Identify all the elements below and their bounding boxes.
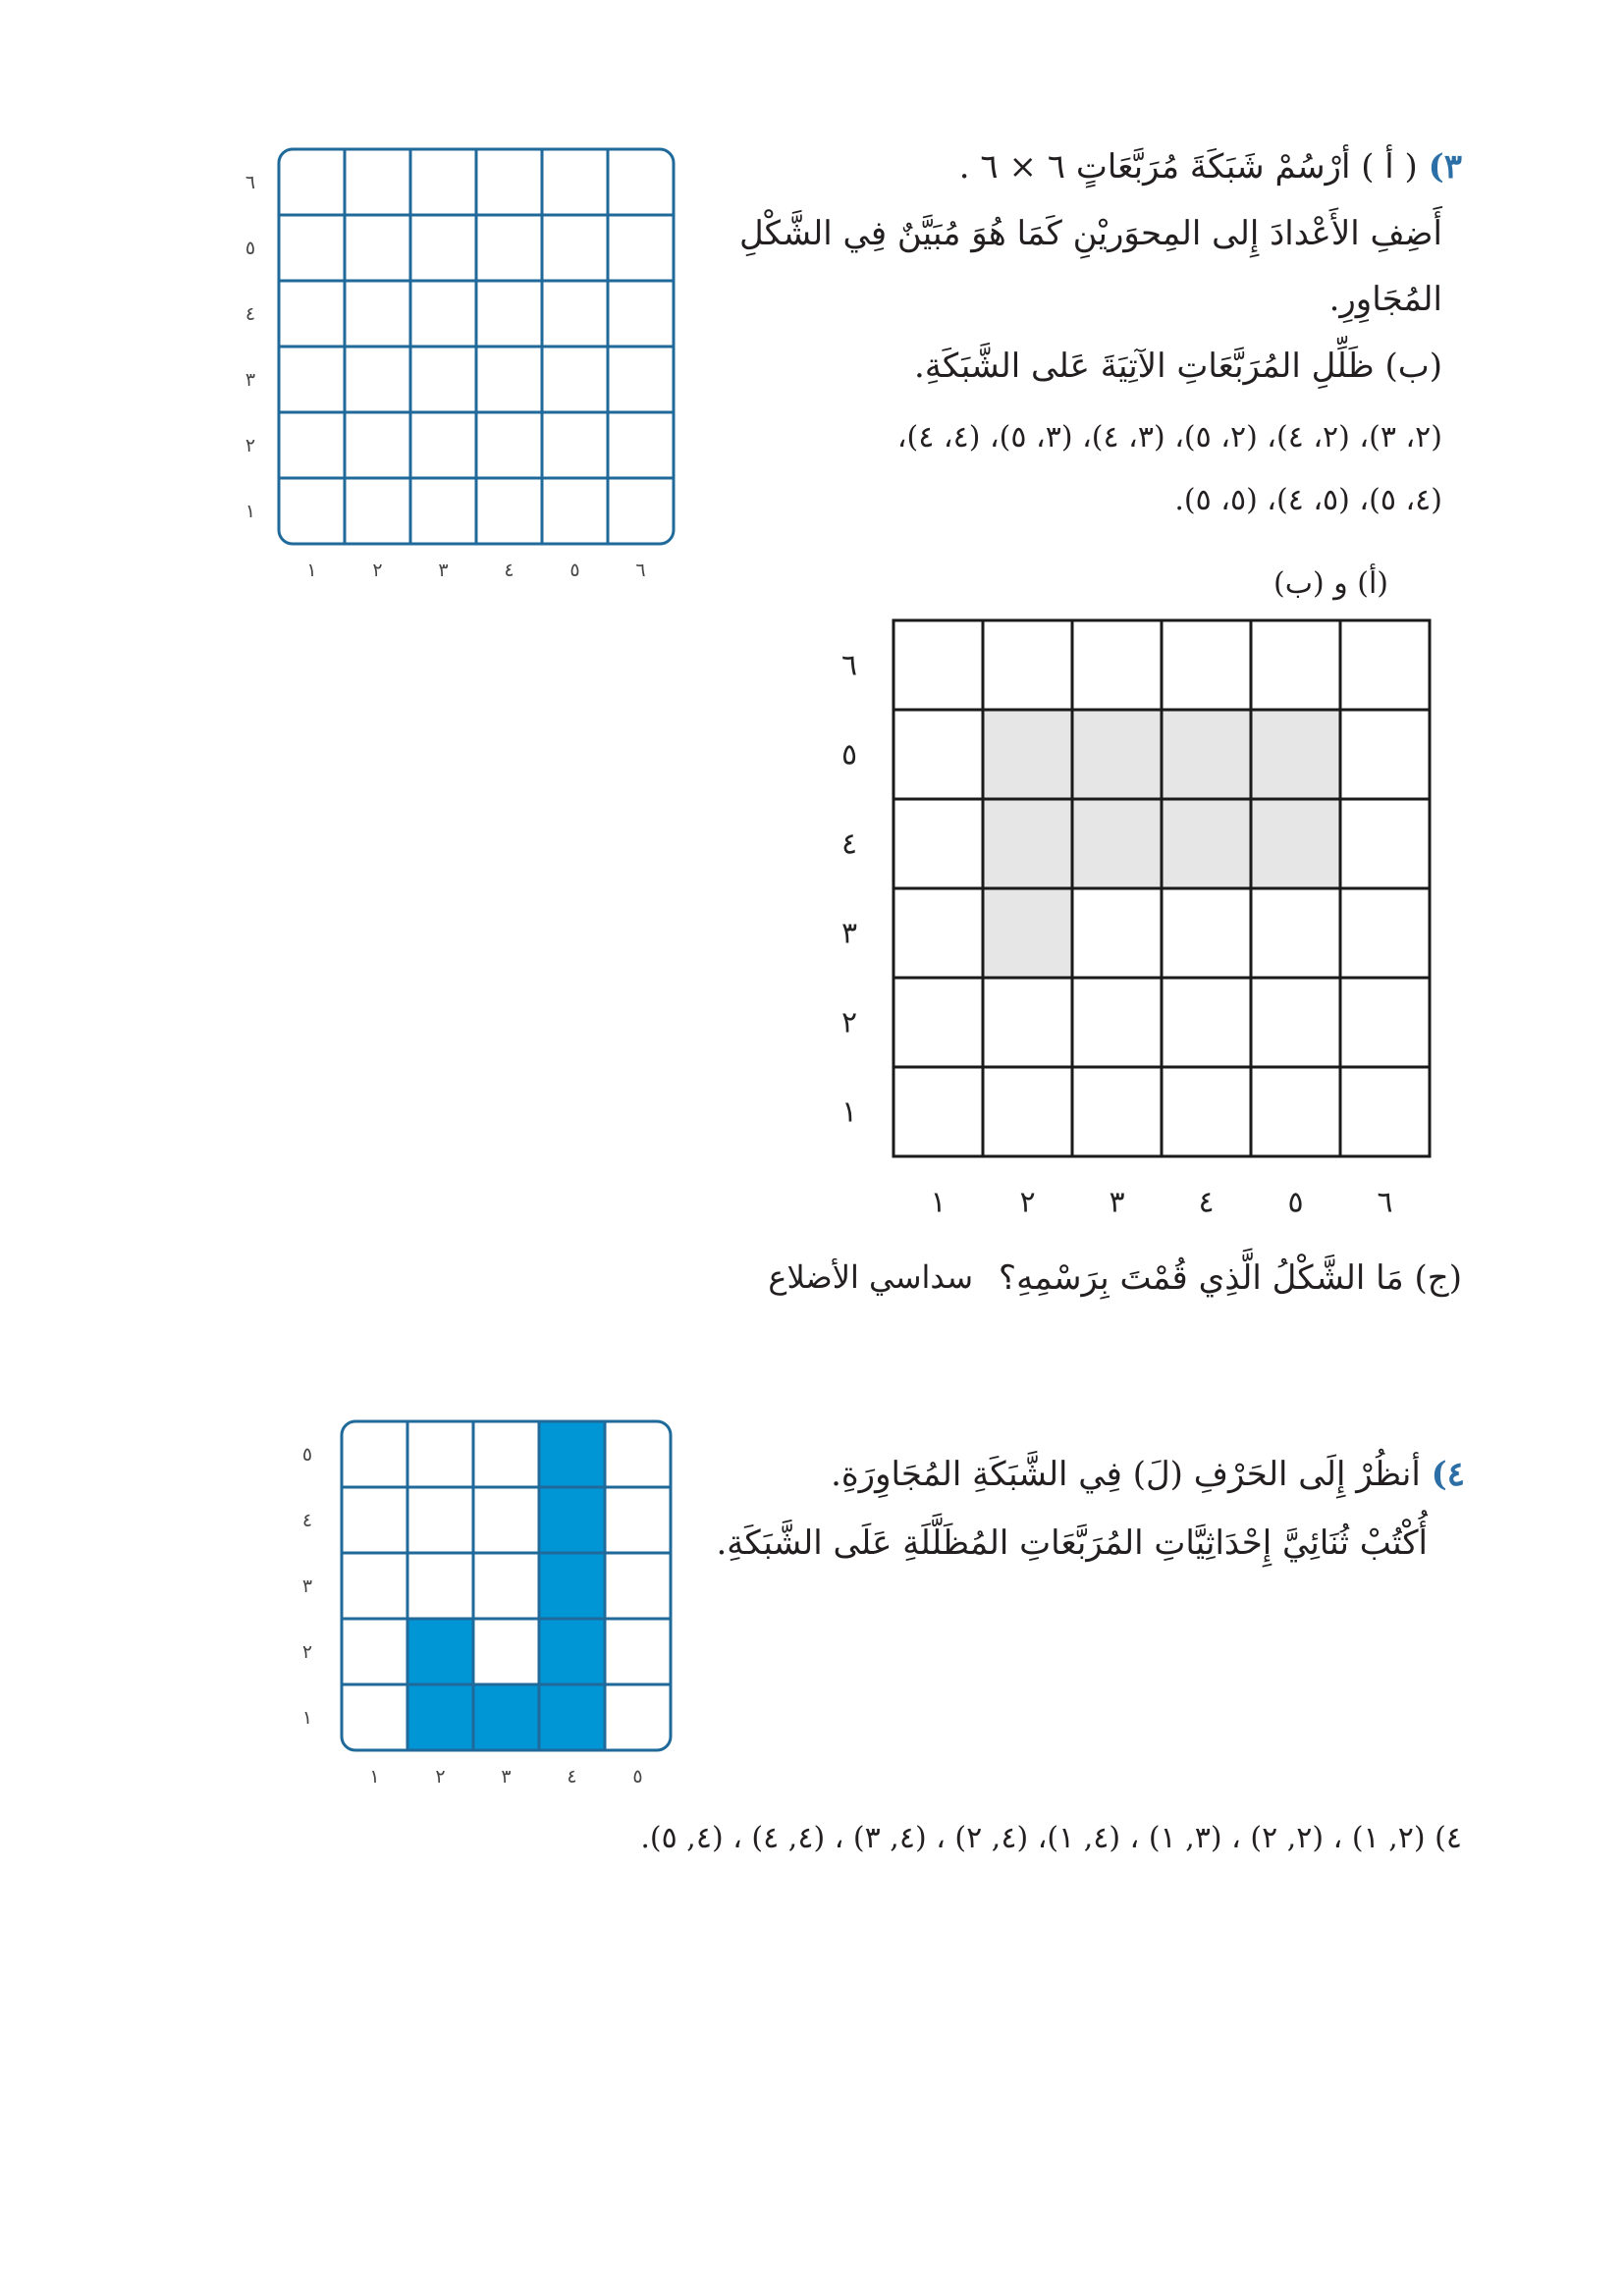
ref-grid-y-label: ٣	[244, 368, 256, 391]
answer-grid-y-label: ٦	[840, 648, 858, 682]
answer-grid-x-label: ٦	[1377, 1185, 1393, 1220]
answer-grid-y-label: ٥	[840, 737, 858, 772]
q4-grid-shaded-cell	[473, 1684, 539, 1750]
q4-grid-shaded-cell	[539, 1684, 605, 1750]
q4-grid-y-label: ٥	[301, 1443, 313, 1466]
q4-grid-y-label: ٤	[301, 1509, 313, 1531]
q4-line1-text: أنظُرْ إِلَى الحَرْفِ (لَ) فِي الشَّبَكَةِ المُجَاوِرَةِ.	[831, 1455, 1421, 1494]
q3-coords-line2: (٤، ٥)، (٥، ٤)، (٥، ٥).	[1174, 483, 1442, 517]
q4-number: ٤)	[1431, 1455, 1465, 1494]
q3-b-line: (ب) ظَلِّلِ المُرَبَّعَاتِ الآتِيَةَ عَلى الشَّبَكَةِ.	[914, 347, 1442, 386]
q3-ab-label: (أ) و (ب)	[1273, 566, 1388, 601]
q4-grid-x-label: ١	[369, 1766, 380, 1788]
ref-grid-y-label: ٦	[244, 171, 256, 193]
ref-grid-y-label: ٤	[244, 302, 256, 325]
q3-a-line2: أَضِفِ الأَعْدادَ إِلى المِحوَريْنِ كَمَا هُوَ مُبَيَّنٌ فِي الشَّكْلِ	[739, 214, 1442, 253]
q4-grid-y-label: ٣	[301, 1575, 313, 1597]
q3-a-text: ( أ ) أرْسُمْ شَبَكَةَ مُرَبَّعَاتٍ ٦ × ٦ .	[958, 147, 1418, 187]
answer-grid-x-label: ٥	[1287, 1185, 1304, 1220]
ref-grid-x-label: ٢	[372, 560, 383, 581]
q3-c-question: (ج) مَا الشَّكْلُ الَّذِي قُمْتَ بِرَسْمِهِ؟	[999, 1258, 1462, 1298]
answer-grid-x-label: ١	[930, 1185, 947, 1220]
q4-grid-shaded-cell	[407, 1684, 473, 1750]
q4-grid-shaded-cell	[539, 1487, 605, 1553]
ref-grid-x-label: ١	[306, 560, 317, 581]
q3-number: ٣)	[1428, 147, 1462, 187]
q4-grid-shaded-cell	[539, 1619, 605, 1684]
answer-grid-y-label: ٤	[840, 827, 858, 861]
q4-grid-shaded-cell	[539, 1421, 605, 1487]
q4-grid-shaded-cell	[407, 1619, 473, 1684]
q4-grid-y-label: ١	[301, 1706, 313, 1729]
q4-grid-shaded-cell	[539, 1553, 605, 1619]
ref-grid-y-label: ٢	[244, 434, 256, 456]
ref-grid-y-label: ٥	[244, 237, 256, 259]
ref-grid-x-label: ٦	[635, 560, 646, 581]
answer-grid-x-label: ٣	[1109, 1185, 1125, 1220]
q4-grid-y-label: ٢	[301, 1640, 313, 1663]
q4-line2: أُكْتُبْ ثُنَائِيَّ إِحْدَاثِيَّاتِ المُرَبَّعَاتِ المُظَلَّلَةِ عَلَى الشَّبَكَةِ.	[716, 1523, 1428, 1563]
ref-grid-x-label: ٥	[569, 560, 580, 581]
q4-grid-x-label: ٢	[435, 1766, 446, 1788]
q3-c-answer: سداسي الأضلاع	[768, 1258, 973, 1296]
ref-grid-x-label: ٤	[504, 560, 514, 581]
q3-a-line3: المُجَاوِرِ.	[1328, 280, 1442, 319]
q4-grid-x-label: ٣	[501, 1766, 512, 1788]
q4-grid-x-label: ٥	[632, 1766, 643, 1788]
answer-grid-x-label: ٢	[1019, 1185, 1036, 1220]
q4-grid-x-label: ٤	[567, 1766, 577, 1788]
answer-grid-y-label: ٣	[840, 916, 858, 950]
ref-grid-x-label: ٣	[438, 560, 449, 581]
answer-grid-y-label: ١	[840, 1095, 858, 1129]
q4-answer: ٤) (٢, ١) ، (٢, ٢) ، (٣, ١) ، (٤, ١)، (٤, ٢) ، (٤, ٣) ، (٤, ٤) ، (٤, ٥).	[640, 1821, 1462, 1855]
q3-coords-line1: (٢، ٣)، (٢، ٤)، (٢، ٥)، (٣، ٤)، (٣، ٥)، (٤، ٤)،	[896, 420, 1442, 454]
ref-grid-y-label: ١	[244, 500, 256, 522]
answer-grid-y-label: ٢	[840, 1005, 858, 1040]
answer-grid-x-label: ٤	[1198, 1185, 1215, 1220]
